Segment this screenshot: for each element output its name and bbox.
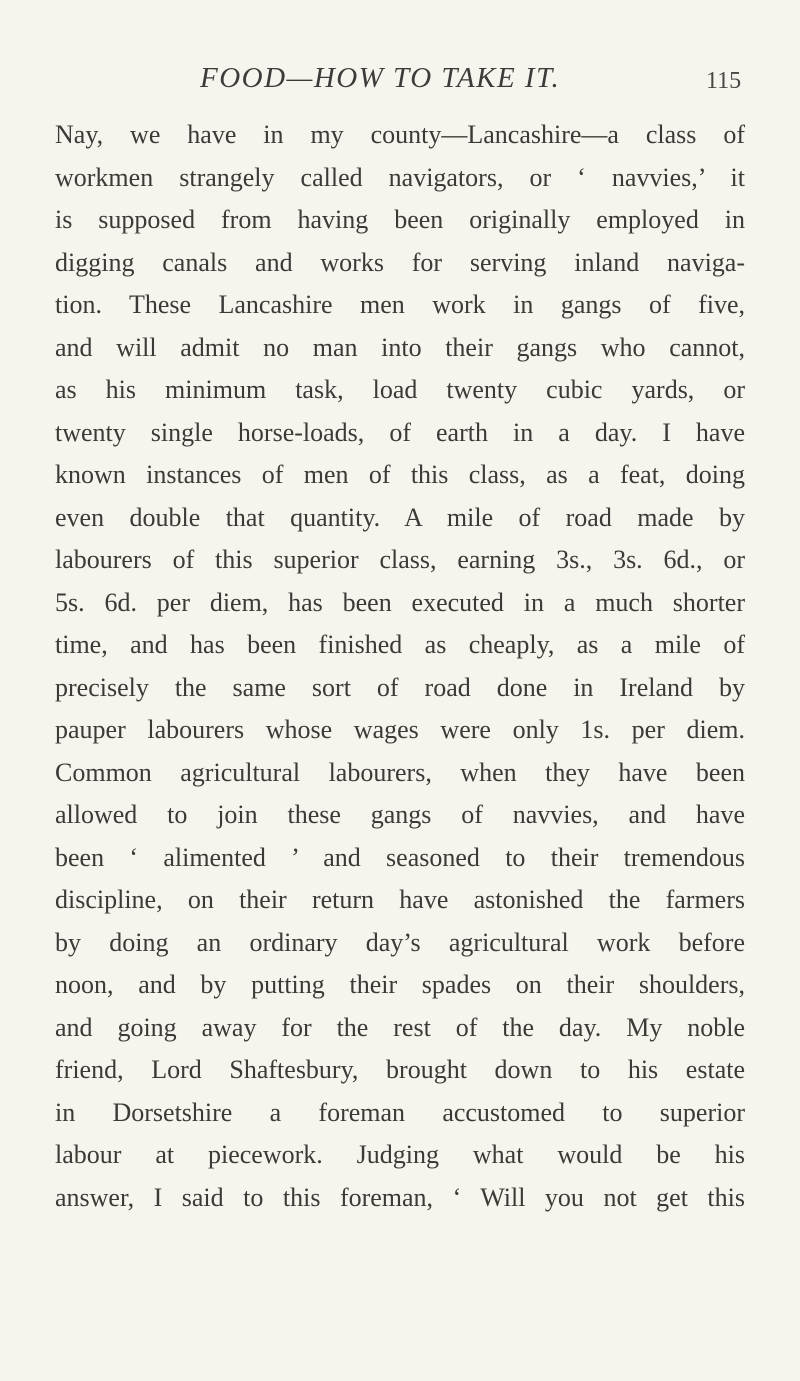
text-line: discipline, on their return have astonished the farmers bbox=[55, 885, 745, 914]
body-text bbox=[55, 114, 745, 1219]
text-line: Nay, we have in my county—Lancashire—a class of bbox=[55, 120, 745, 149]
text-line: precisely the same sort of road done in Ireland by bbox=[55, 672, 745, 702]
text-line: pauper labourers whose wages were only 1s. per diem. bbox=[55, 715, 745, 744]
text-line: tion. These Lancashire men work in gangs of five, bbox=[55, 290, 745, 319]
text-line: is supposed from having been originally employed in bbox=[55, 205, 745, 234]
text-line: known instances of men of this class, as a feat, doing bbox=[55, 460, 745, 489]
text-line: time, and has been finished as cheaply, as a mile of bbox=[55, 630, 745, 659]
text-line: digging canals and works for serving inland naviga- bbox=[55, 247, 745, 277]
text-line: allowed to join these gangs of navvies, and have bbox=[55, 800, 745, 829]
text-line: as his minimum task, load twenty cubic yards, or bbox=[55, 375, 745, 404]
text-line: 5s. 6d. per diem, has been executed in a much shorter bbox=[55, 587, 745, 617]
text-line: in Dorsetshire a foreman accustomed to superior bbox=[55, 1097, 745, 1127]
running-head bbox=[0, 62, 800, 102]
text-line: and will admit no man into their gangs who cannot, bbox=[55, 332, 745, 362]
page-number: 115 bbox=[706, 68, 742, 94]
running-title: FOOD—HOW TO TAKE IT. bbox=[200, 62, 561, 94]
text-line: friend, Lord Shaftesbury, brought down to his estate bbox=[55, 1055, 745, 1084]
text-line: Common agricultural labourers, when they have been bbox=[55, 757, 745, 787]
text-line: been ‘ alimented ’ and seasoned to their tremendous bbox=[55, 842, 745, 872]
text-line: noon, and by putting their spades on their shoulders, bbox=[55, 970, 745, 999]
text-line: labourers of this superior class, earning 3s., 3s. 6d., or bbox=[55, 545, 745, 574]
text-line: workmen strangely called navigators, or ‘ navvies,’ it bbox=[55, 162, 745, 192]
text-line: twenty single horse-loads, of earth in a day. I have bbox=[55, 417, 745, 447]
text-line: even double that quantity. A mile of road made by bbox=[55, 502, 745, 532]
text-line: labour at piecework. Judging what would be his bbox=[55, 1140, 745, 1169]
text-line: by doing an ordinary day’s agricultural work before bbox=[55, 927, 745, 957]
text-line: answer, I said to this foreman, ‘ Will you not get this bbox=[55, 1182, 745, 1212]
text-line: and going away for the rest of the day. My noble bbox=[55, 1012, 745, 1042]
